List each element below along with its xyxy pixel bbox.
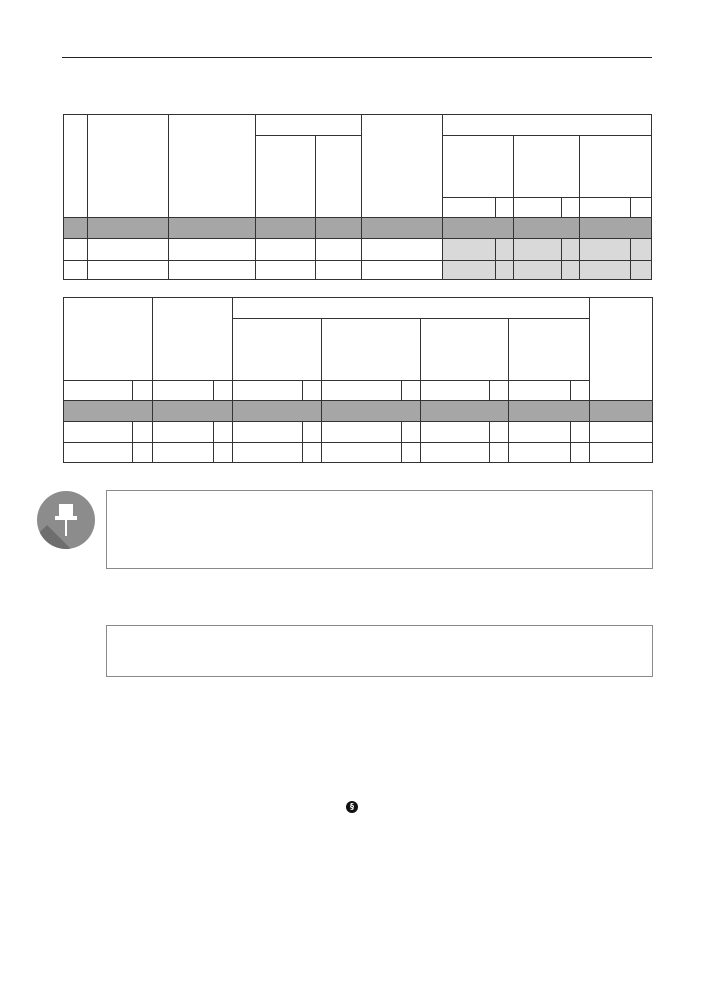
pushpin-icon — [37, 491, 95, 549]
table-2-header-cell — [133, 381, 153, 401]
table-2 — [63, 297, 653, 463]
table-2-header-cell — [303, 381, 322, 401]
table-2-header-cell — [402, 381, 421, 401]
table-row — [64, 422, 653, 443]
table-1-header-cell — [64, 115, 88, 218]
table-2-header-cell — [509, 381, 571, 401]
table-1-header-cell — [580, 136, 652, 198]
header-rule — [62, 57, 652, 58]
table-1-header-cell — [443, 198, 496, 218]
table-1-header-cell — [316, 136, 362, 218]
table-1-header-cell — [169, 115, 256, 218]
table-2-header-cell — [64, 381, 133, 401]
table-row — [64, 401, 653, 422]
table-1-header-cell — [443, 115, 652, 136]
table-1-header-cell — [256, 115, 362, 136]
table-1-header-cell — [514, 136, 580, 198]
table-2-header-cell — [590, 298, 653, 401]
table-2-header-cell — [322, 381, 402, 401]
table-2-header-cell — [233, 298, 590, 319]
table-2-header-cell — [322, 319, 421, 381]
table-2-header-cell — [153, 381, 214, 401]
table-row — [64, 443, 653, 463]
info-box — [106, 625, 653, 677]
table-1 — [63, 114, 652, 280]
table-2-header-cell — [214, 381, 233, 401]
table-2-header-cell — [153, 298, 233, 381]
table-1-header-cell — [256, 136, 316, 218]
table-2-header-cell — [64, 298, 153, 381]
table-1-header-cell — [631, 198, 652, 218]
section-sign-icon: § — [346, 801, 358, 813]
table-2-header-cell — [421, 381, 490, 401]
table-1-header-cell — [496, 198, 514, 218]
table-2-header-cell — [233, 319, 322, 381]
table-row — [64, 239, 652, 261]
table-1-header-cell — [88, 115, 169, 218]
table-1-header-cell — [580, 198, 631, 218]
table-1-header-cell — [514, 198, 562, 218]
table-2-header-cell — [421, 319, 509, 381]
table-row — [64, 261, 652, 280]
table-2-header-cell — [233, 381, 303, 401]
table-1-header-cell — [443, 136, 514, 198]
table-2-header-cell — [571, 381, 590, 401]
note-box — [106, 490, 653, 569]
table-2-header-cell — [509, 319, 590, 381]
table-2-header-cell — [490, 381, 509, 401]
table-1-header-cell — [362, 115, 443, 218]
table-1-header-cell — [562, 198, 580, 218]
table-row — [64, 218, 652, 239]
